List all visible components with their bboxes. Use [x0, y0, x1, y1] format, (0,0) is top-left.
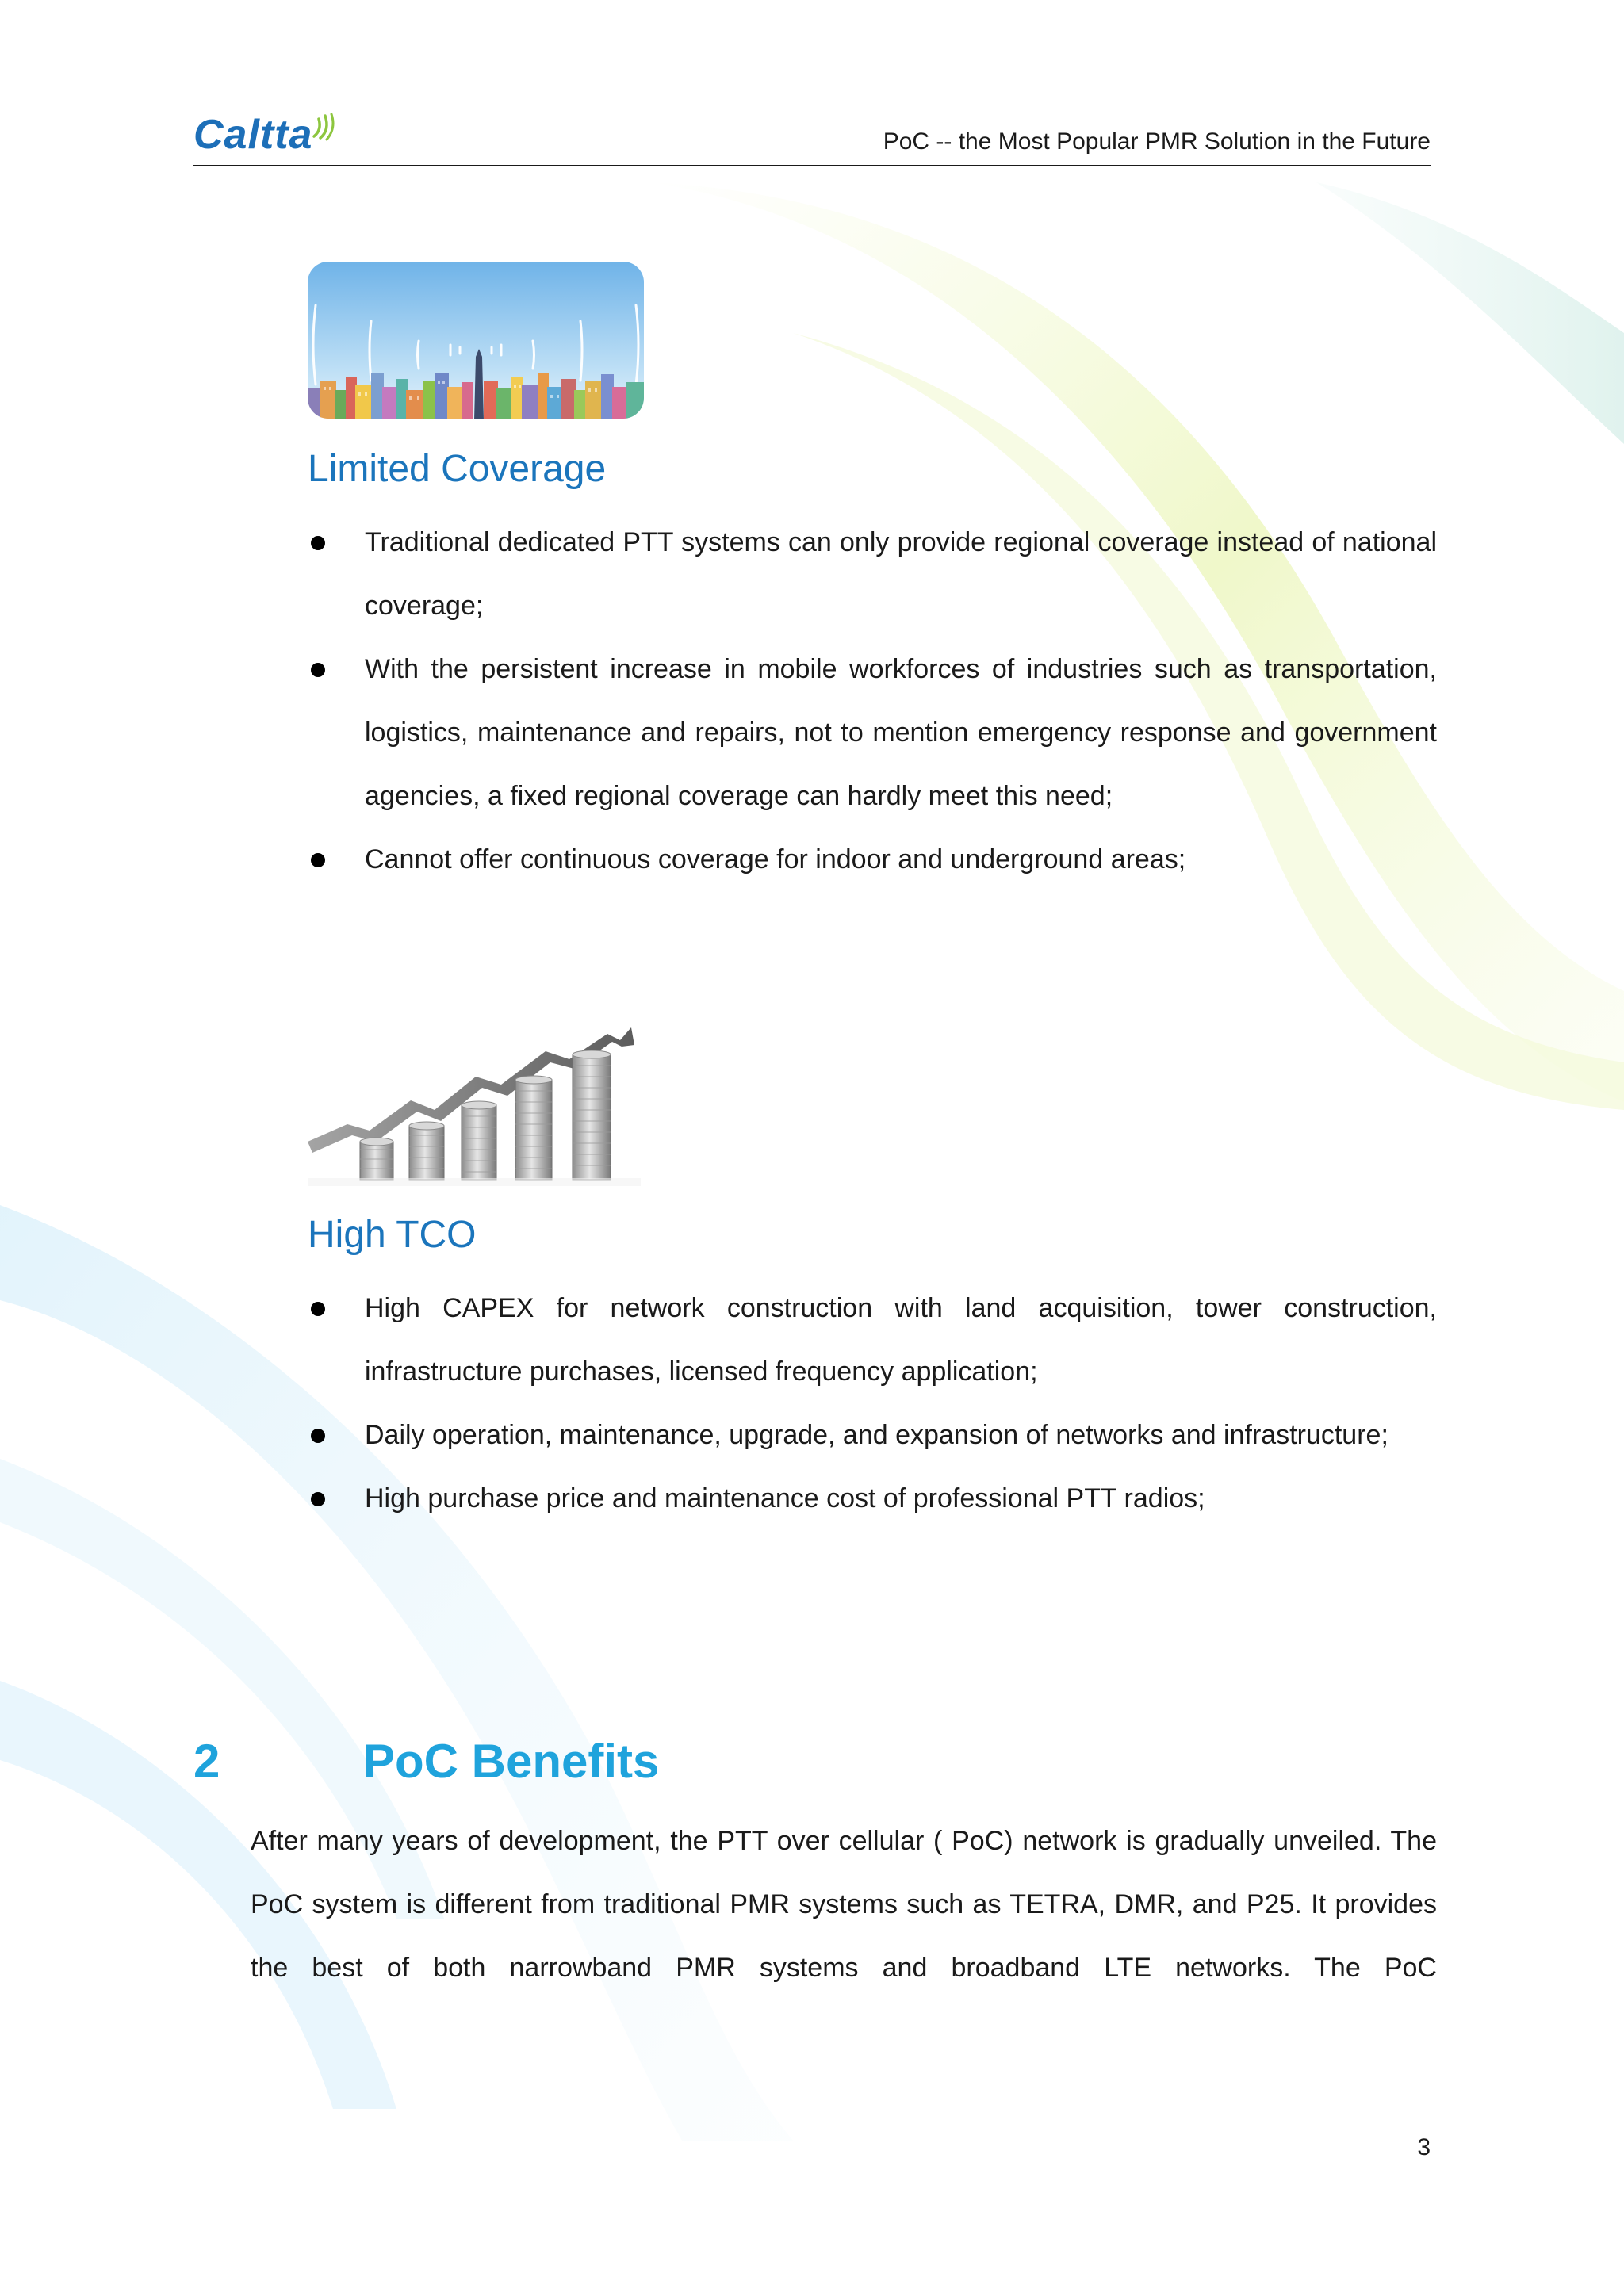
list-item-text: Daily operation, maintenance, upgrade, and expansion of networks and infrastructure;: [365, 1420, 1388, 1450]
page-header: [193, 111, 1431, 166]
logo-text: Caltta: [193, 112, 313, 158]
bullet-icon: [311, 1492, 325, 1506]
chapter-heading: [193, 1735, 660, 1788]
bullet-icon: [311, 1302, 325, 1316]
list-item: [308, 1403, 1437, 1467]
bullet-icon: [311, 1429, 325, 1443]
list-item-text: With the persistent increase in mobile workforces of industries such as transportation, logistics, maintenance and repairs, not to mention emergency response and government agencies, a fixed regional coverage can hardly meet this need;: [365, 654, 1437, 811]
chapter-title: PoC Benefits: [363, 1735, 660, 1788]
list-item: [308, 828, 1437, 891]
signal-waves-icon: [311, 113, 335, 141]
chapter-paragraph: After many years of development, the PTT over cellular ( PoC) network is gradually unveiled. The PoC system is different from traditional PMR systems such as TETRA, DMR, and P25. It provides the best of both narrowband PMR systems and broadband LTE networks. The PoC: [251, 1826, 1437, 1983]
header-title: PoC -- the Most Popular PMR Solution in the Future: [883, 128, 1431, 155]
chapter-number: 2: [193, 1735, 220, 1788]
list-item-text: High purchase price and maintenance cost of professional PTT radios;: [365, 1483, 1205, 1513]
list-item: [308, 1276, 1437, 1403]
list-item: [308, 1467, 1437, 1530]
page-number: 3: [1417, 2134, 1431, 2160]
bullet-icon: [311, 853, 325, 867]
rising-coin-stacks-illustration: [308, 1023, 641, 1186]
limited-coverage-heading: Limited Coverage: [308, 448, 607, 490]
caltta-logo: [193, 111, 335, 159]
list-item: [308, 637, 1437, 828]
high-tco-list: [308, 1276, 1437, 1530]
limited-coverage-list: [308, 511, 1437, 891]
city-coverage-illustration: [308, 262, 644, 419]
list-item-text: High CAPEX for network construction with land acquisition, tower construction, infrastructure purchases, licensed frequency application;: [365, 1293, 1437, 1387]
bullet-icon: [311, 663, 325, 677]
list-item: [308, 511, 1437, 637]
bullet-icon: [311, 536, 325, 550]
high-tco-heading: High TCO: [308, 1214, 477, 1256]
list-item-text: Traditional dedicated PTT systems can only provide regional coverage instead of national coverage;: [365, 527, 1437, 621]
list-item-text: Cannot offer continuous coverage for indoor and underground areas;: [365, 844, 1186, 874]
